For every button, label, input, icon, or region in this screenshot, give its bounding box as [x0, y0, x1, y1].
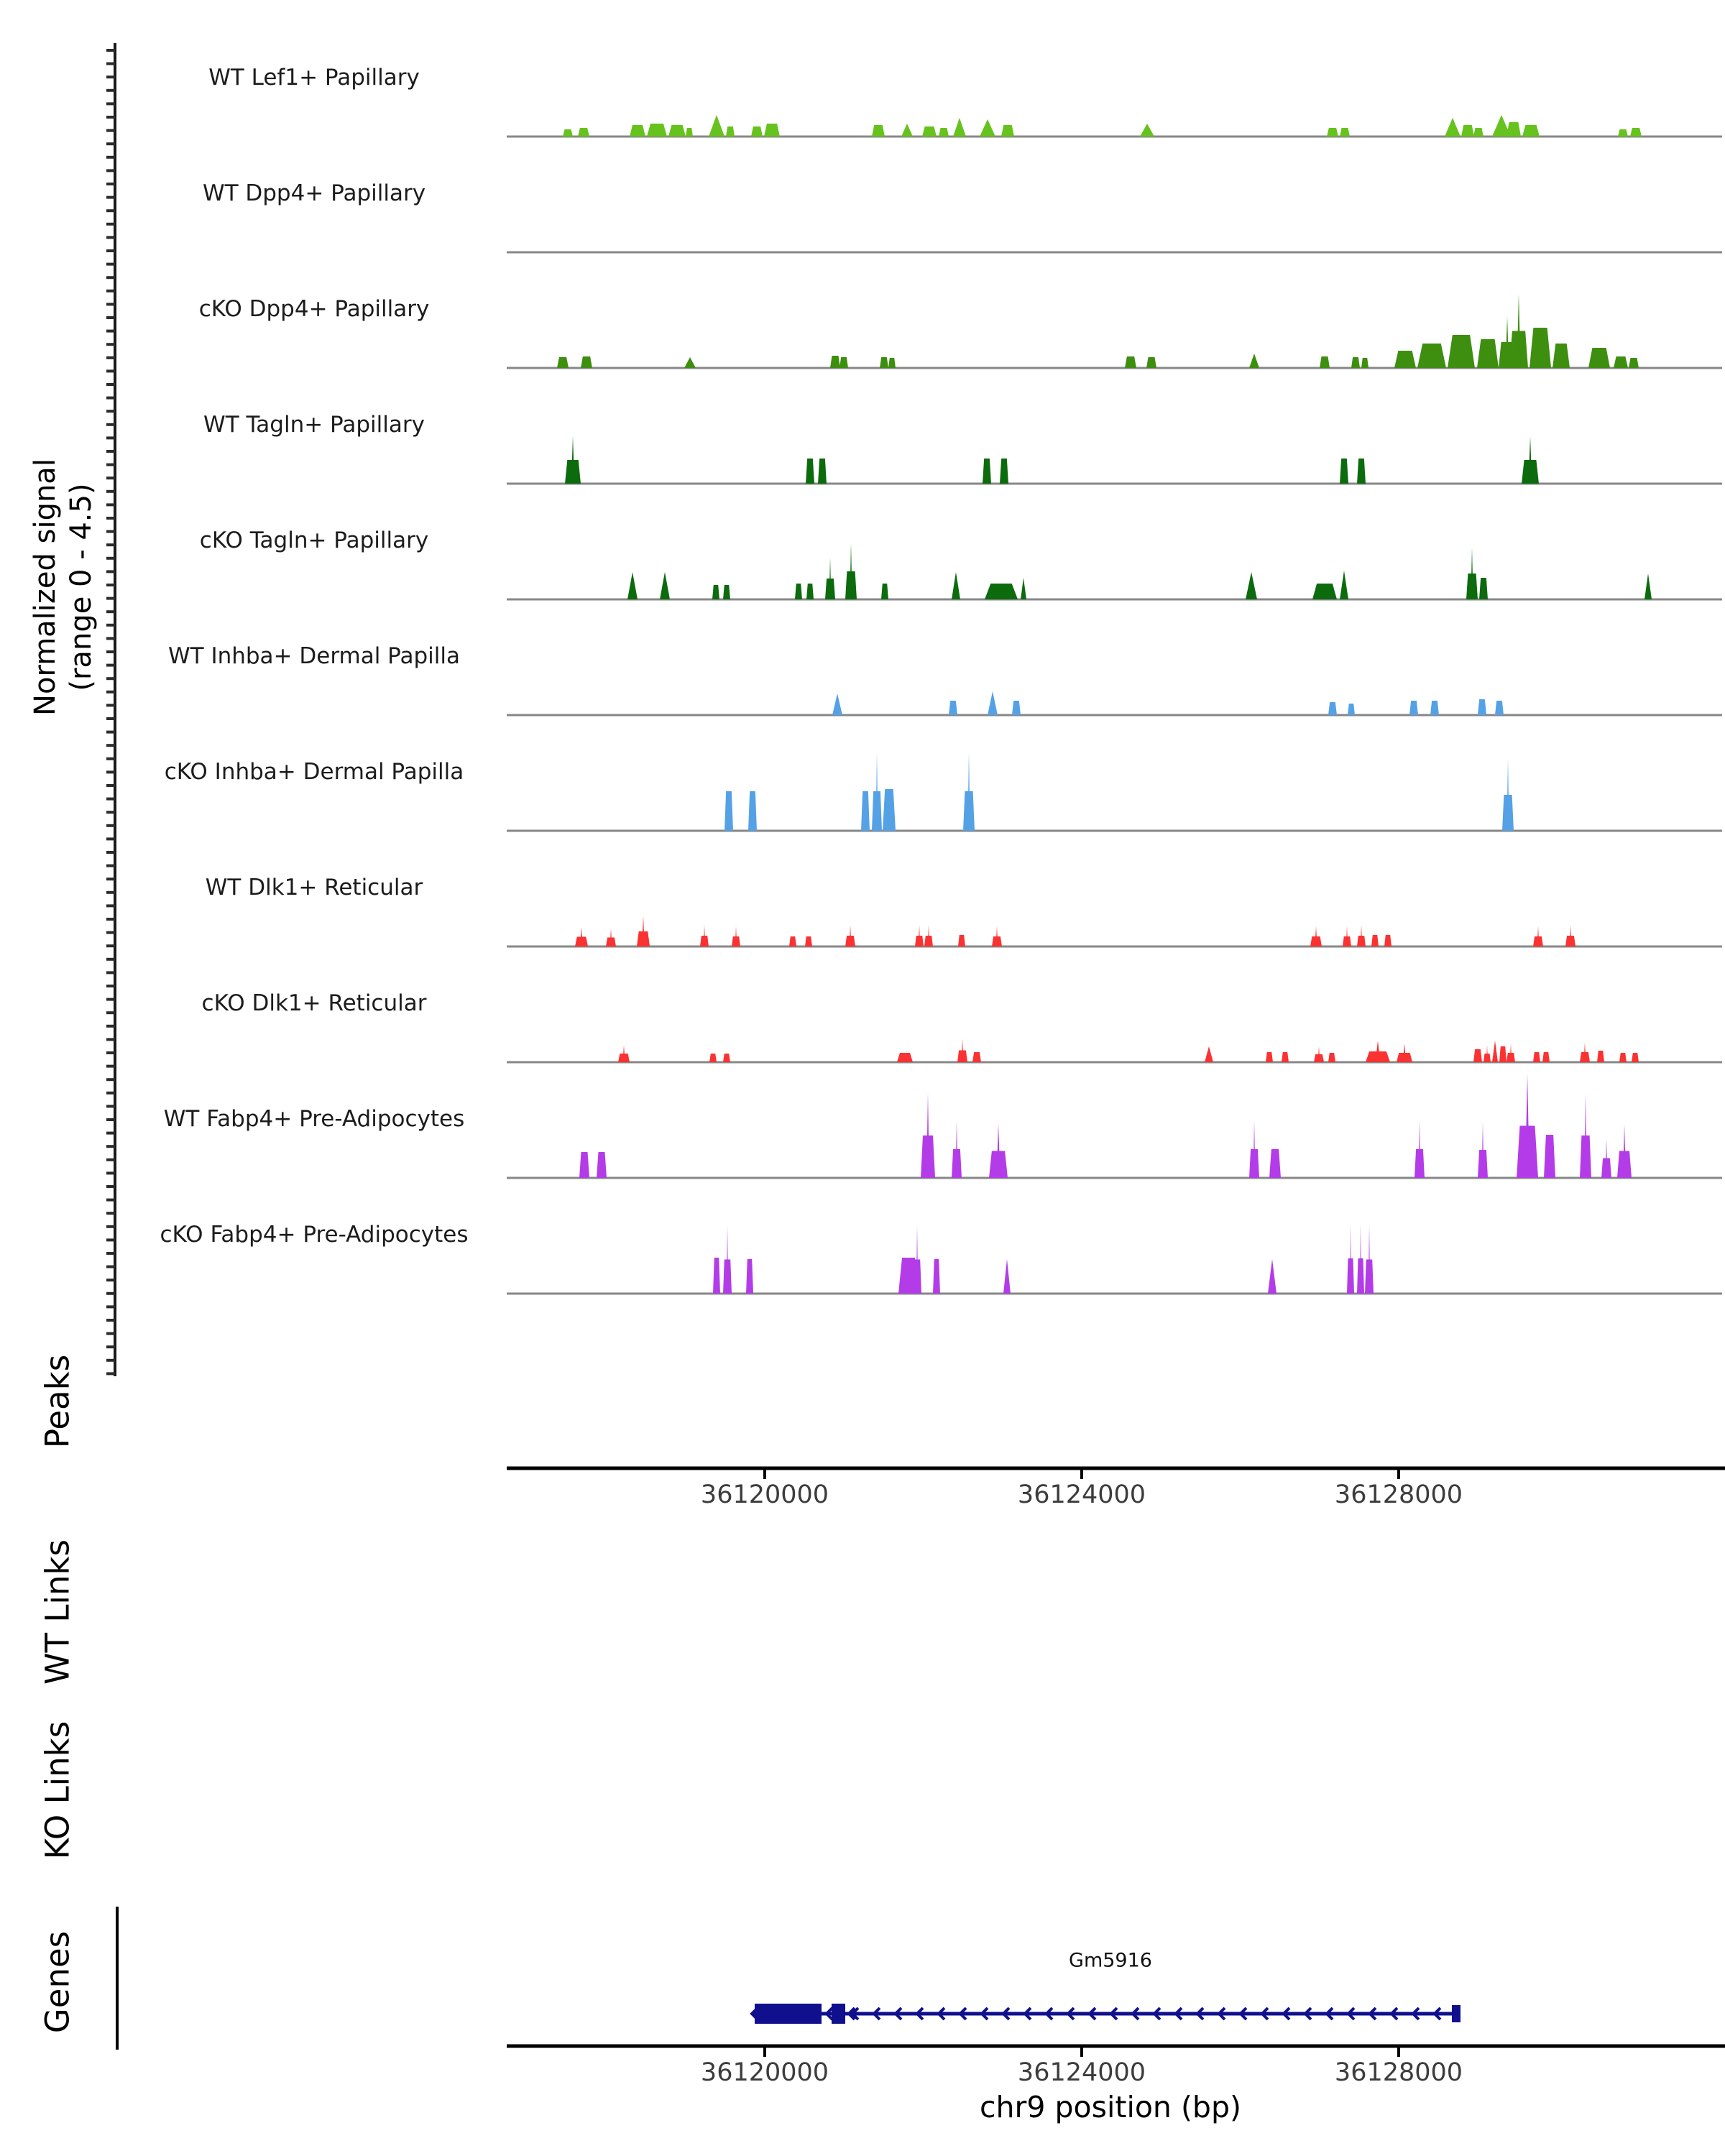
section-label-ko-links: KO Links [38, 1720, 77, 1860]
signal-peak [1409, 701, 1418, 715]
mid-axis-tick-label: 36124000 [1017, 1480, 1146, 1509]
signal-peak [726, 126, 735, 137]
signal-peak [1371, 935, 1379, 946]
mid-axis-tick-label: 36128000 [1334, 1480, 1463, 1509]
signal-peak [630, 125, 645, 137]
track-label: WT Tagln+ Papillary [203, 412, 425, 438]
signal-peak [1282, 1052, 1289, 1062]
y-axis-label-line1: Normalized signal [29, 459, 62, 716]
signal-peak [872, 125, 885, 137]
signal-peak [985, 584, 1018, 599]
signal-peak [939, 128, 949, 137]
signal-peak [597, 1152, 607, 1178]
signal-peak [581, 356, 592, 368]
signal-peak [795, 584, 802, 599]
signal-peak [881, 584, 888, 599]
signal-peak [1477, 339, 1499, 368]
bottom-axis-tick-label: 36124000 [1017, 2058, 1146, 2087]
track-label: WT Inhba+ Dermal Papilla [168, 643, 460, 669]
track-label: WT Lef1+ Papillary [208, 65, 420, 91]
signal-peak [684, 357, 696, 368]
signal-peak [1340, 459, 1348, 484]
signal-peak [933, 1259, 940, 1294]
signal-peak [883, 789, 896, 831]
signal-peak [1001, 125, 1014, 137]
signal-peak [806, 459, 814, 484]
track-label: WT Fabp4+ Pre-Adipocytes [163, 1106, 465, 1132]
track-label: cKO Dpp4+ Papillary [198, 296, 430, 322]
signal-peak [1268, 1259, 1276, 1294]
signal-peak [1269, 1149, 1281, 1178]
signal-peak [1021, 578, 1026, 599]
signal-peak [1473, 1049, 1482, 1062]
gene-exon [755, 2004, 822, 2024]
bottom-axis-tick-label: 36120000 [700, 2058, 829, 2087]
signal-peak [1361, 358, 1368, 368]
track-label: WT Dlk1+ Reticular [205, 875, 423, 900]
signal-peak [660, 572, 670, 599]
signal-peak [922, 126, 937, 137]
signal-peak [897, 1053, 913, 1062]
signal-peak [686, 128, 693, 137]
gene-exon [1452, 2005, 1460, 2022]
signal-peak [1478, 699, 1486, 715]
gene-exon [832, 2004, 845, 2024]
signal-peak [1312, 584, 1337, 599]
signal-peak [832, 694, 842, 715]
signal-peak [1140, 124, 1154, 137]
section-label-genes: Genes [38, 1930, 77, 2034]
signal-peak [647, 124, 667, 137]
x-axis-title: chr9 position (bp) [980, 2090, 1241, 2124]
signal-peak [712, 585, 719, 599]
signal-peak [1522, 125, 1540, 137]
signal-peak [1340, 128, 1350, 137]
signal-peak [563, 129, 573, 137]
signal-peak [1327, 128, 1338, 137]
signal-peak [980, 119, 995, 137]
signal-peak [1328, 702, 1337, 715]
signal-peak [1533, 1052, 1540, 1062]
signal-peak [1506, 122, 1521, 137]
signal-peak [1479, 578, 1488, 599]
signal-peak [1461, 125, 1474, 137]
signal-peak [713, 1258, 720, 1294]
signal-peak [901, 124, 913, 137]
signal-peak [840, 357, 848, 368]
signal-peak [1000, 459, 1008, 484]
signal-peak [830, 356, 840, 368]
signal-peak [1445, 118, 1460, 137]
signal-peak [1618, 129, 1628, 137]
gene-name-label: Gm5916 [1069, 1949, 1152, 1972]
signal-peak [952, 572, 960, 599]
signal-peak [746, 1259, 753, 1294]
y-axis-label-line2: (range 0 - 4.5) [65, 483, 98, 691]
signal-peak [1629, 358, 1639, 368]
signal-peak [1632, 1053, 1639, 1062]
signal-peak [1146, 357, 1156, 368]
signal-peak [972, 1052, 981, 1062]
signal-peak [627, 572, 638, 599]
signal-peak [789, 936, 796, 946]
signal-peak [1003, 1259, 1011, 1294]
signal-peak [1430, 701, 1439, 715]
section-label-peaks: Peaks [38, 1354, 77, 1449]
signal-peak [724, 791, 733, 831]
signal-peak [1644, 573, 1652, 599]
signal-peak [880, 357, 888, 368]
signal-peak [806, 584, 814, 599]
signal-peak [1499, 1046, 1506, 1062]
y-axis-label [27, 459, 99, 716]
signal-peak [1348, 704, 1355, 715]
signal-peak [1328, 1053, 1335, 1062]
signal-peak [579, 1152, 589, 1178]
signal-peak [1012, 701, 1021, 715]
signal-peak [557, 357, 569, 368]
signal-peak [1492, 1041, 1498, 1062]
track-label: cKO Tagln+ Papillary [199, 528, 429, 553]
signal-peak [1266, 1052, 1273, 1062]
signal-peak [861, 791, 870, 831]
mid-axis-tick-label: 36120000 [700, 1480, 829, 1509]
signal-peak [1394, 351, 1416, 368]
signal-peak [1473, 128, 1484, 137]
signal-peak [1630, 128, 1642, 137]
signal-peak [578, 128, 589, 137]
signal-peak [723, 585, 730, 599]
signal-peak [709, 115, 724, 137]
signal-peak [709, 1054, 717, 1062]
signal-peak [983, 459, 991, 484]
signal-peak [1205, 1046, 1213, 1062]
signal-peak [1246, 572, 1257, 599]
signal-peak [1125, 356, 1136, 368]
signal-peak [1597, 1051, 1604, 1062]
signal-peak [1495, 701, 1504, 715]
signal-peak [1320, 356, 1330, 368]
signal-peak [1357, 459, 1366, 484]
signal-peak [1448, 335, 1475, 368]
signal-peak [1544, 1135, 1555, 1178]
signal-peak [751, 126, 763, 137]
signal-peak [748, 791, 757, 831]
signal-peak [668, 125, 686, 137]
section-label-wt-links: WT Links [38, 1539, 77, 1685]
track-label: cKO Inhba+ Dermal Papilla [164, 759, 464, 785]
signal-peak [1542, 1052, 1550, 1062]
signal-peak [1588, 348, 1610, 368]
track-label: cKO Fabp4+ Pre-Adipocytes [160, 1222, 469, 1248]
signal-peak [1340, 571, 1348, 599]
track-label: cKO Dlk1+ Reticular [201, 990, 427, 1016]
signal-peak [949, 701, 957, 715]
signal-peak [1530, 328, 1551, 368]
signal-peak [1552, 344, 1570, 368]
signal-peak [888, 358, 896, 368]
signal-peak [805, 936, 812, 946]
signal-peak [988, 691, 998, 715]
bottom-axis-tick-label: 36128000 [1334, 2058, 1463, 2087]
track-label: WT Dpp4+ Papillary [202, 180, 426, 206]
signal-peak [1351, 357, 1360, 368]
signal-peak [764, 124, 780, 137]
signal-peak [1619, 1053, 1627, 1062]
signal-peak [1384, 935, 1392, 946]
signal-peak [953, 118, 966, 137]
signal-peak [818, 459, 827, 484]
signal-peak [958, 935, 965, 946]
signal-peak [1249, 354, 1259, 368]
signal-peak [1614, 356, 1628, 368]
signal-peak [1417, 344, 1446, 368]
signal-peak [723, 1054, 730, 1062]
